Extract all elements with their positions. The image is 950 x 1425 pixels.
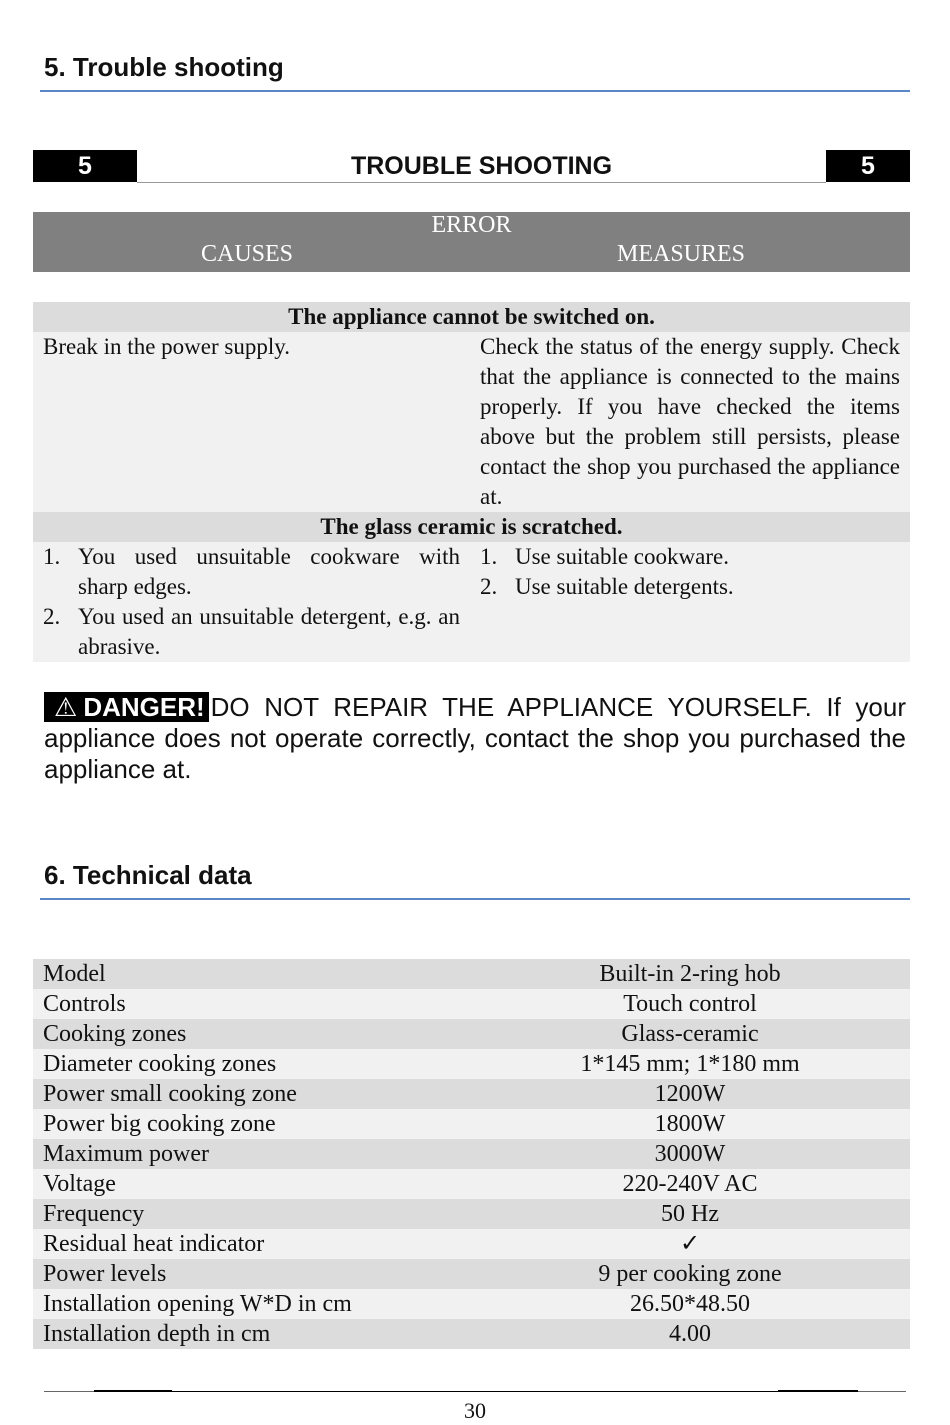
table-row bbox=[33, 1079, 910, 1109]
footer-rule-accent bbox=[778, 1390, 858, 1392]
spec-label: Maximum power bbox=[43, 1141, 209, 1167]
spec-label: Power levels bbox=[43, 1261, 167, 1287]
spec-label: Frequency bbox=[43, 1201, 145, 1227]
chapter-number-left: 5 bbox=[33, 150, 137, 182]
spec-label: Installation opening W*D in cm bbox=[43, 1291, 352, 1317]
table-row bbox=[33, 1019, 910, 1049]
measure-list bbox=[470, 542, 910, 662]
error-table-header bbox=[33, 212, 910, 272]
measures-column-label: MEASURES bbox=[617, 241, 746, 267]
section-rule bbox=[40, 90, 910, 92]
section-rule bbox=[40, 898, 910, 900]
spec-label: Installation depth in cm bbox=[43, 1321, 271, 1347]
spec-label: Power big cooking zone bbox=[43, 1111, 276, 1137]
trouble-table bbox=[33, 302, 910, 662]
page-number: 30 bbox=[464, 1398, 486, 1423]
table-row bbox=[33, 989, 910, 1019]
spec-value: 1*145 mm; 1*180 mm bbox=[580, 1051, 800, 1077]
spec-label: Voltage bbox=[43, 1171, 116, 1197]
spec-value: 50 Hz bbox=[661, 1201, 719, 1227]
table-row bbox=[33, 1229, 910, 1259]
table-row bbox=[33, 1109, 910, 1139]
chapter-number-right: 5 bbox=[826, 150, 910, 182]
error-column-label: ERROR bbox=[431, 212, 512, 238]
table-row bbox=[33, 1049, 910, 1079]
table-row bbox=[33, 1169, 910, 1199]
measure-text: Check the status of the energy supply. Check that the appliance is connected to the mains properly. If you have checked the items above but the problem still persists, please contact the shop you purchased the appliance at. bbox=[480, 334, 900, 509]
table-row bbox=[33, 1319, 910, 1349]
section-title-technical-data: 6. Technical data bbox=[44, 860, 252, 890]
error-heading: The appliance cannot be switched on. bbox=[33, 302, 910, 332]
spec-value: Glass-ceramic bbox=[621, 1021, 759, 1047]
spec-value: 1800W bbox=[654, 1111, 726, 1137]
technical-data-table bbox=[33, 959, 910, 1349]
cause-list bbox=[33, 542, 470, 662]
causes-column-label: CAUSES bbox=[201, 241, 294, 267]
spec-value: 1200W bbox=[654, 1081, 726, 1107]
danger-notice bbox=[44, 692, 906, 785]
spec-label: Power small cooking zone bbox=[43, 1081, 297, 1107]
danger-text: DO NOT REPAIR THE APPLIANCE YOURSELF. If your appliance does not operate correctly, contact the shop you purchased the appliance at. bbox=[44, 692, 906, 784]
spec-value: ✓ bbox=[679, 1231, 701, 1257]
spec-value: 9 per cooking zone bbox=[598, 1261, 782, 1287]
warning-triangle-icon: ⚠ bbox=[54, 692, 78, 722]
spec-label: Controls bbox=[43, 991, 126, 1017]
table-row bbox=[33, 1199, 910, 1229]
spec-value: 3000W bbox=[654, 1141, 726, 1167]
chapter-title: TROUBLE SHOOTING bbox=[350, 151, 613, 180]
spec-label: Model bbox=[43, 961, 106, 987]
spec-value: Built-in 2-ring hob bbox=[599, 961, 781, 987]
list-item: 2. You used an unsuitable detergent, e.g. an abrasive. bbox=[43, 604, 460, 659]
spec-value: Touch control bbox=[623, 991, 757, 1017]
error-row bbox=[33, 542, 910, 662]
section-title-trouble-shooting: 5. Trouble shooting bbox=[44, 52, 284, 82]
list-item: 1. You used unsuitable cookware with sharp edges. bbox=[43, 544, 460, 599]
spec-value: 4.00 bbox=[669, 1321, 711, 1347]
table-row bbox=[33, 959, 910, 989]
spec-label: Diameter cooking zones bbox=[43, 1051, 277, 1077]
spec-value: 26.50*48.50 bbox=[630, 1291, 750, 1317]
spec-value: 220-240V AC bbox=[622, 1171, 758, 1197]
footer-rule-accent bbox=[94, 1390, 172, 1392]
footer-rule-center bbox=[172, 1391, 778, 1392]
error-heading: The glass ceramic is scratched. bbox=[33, 512, 910, 542]
list-item: 2. Use suitable detergents. bbox=[480, 574, 734, 599]
list-item: 1. Use suitable cookware. bbox=[480, 544, 729, 569]
trouble-shooting-header bbox=[33, 150, 910, 183]
table-row bbox=[33, 1259, 910, 1289]
cause-text: Break in the power supply. bbox=[43, 334, 290, 359]
danger-badge bbox=[44, 692, 209, 722]
spec-label: Residual heat indicator bbox=[43, 1231, 265, 1257]
chapter-title-underline bbox=[137, 182, 826, 183]
spec-label: Cooking zones bbox=[43, 1021, 187, 1047]
table-row bbox=[33, 1139, 910, 1169]
error-row bbox=[33, 332, 910, 512]
table-row bbox=[33, 1289, 910, 1319]
danger-label: DANGER! bbox=[83, 692, 205, 722]
